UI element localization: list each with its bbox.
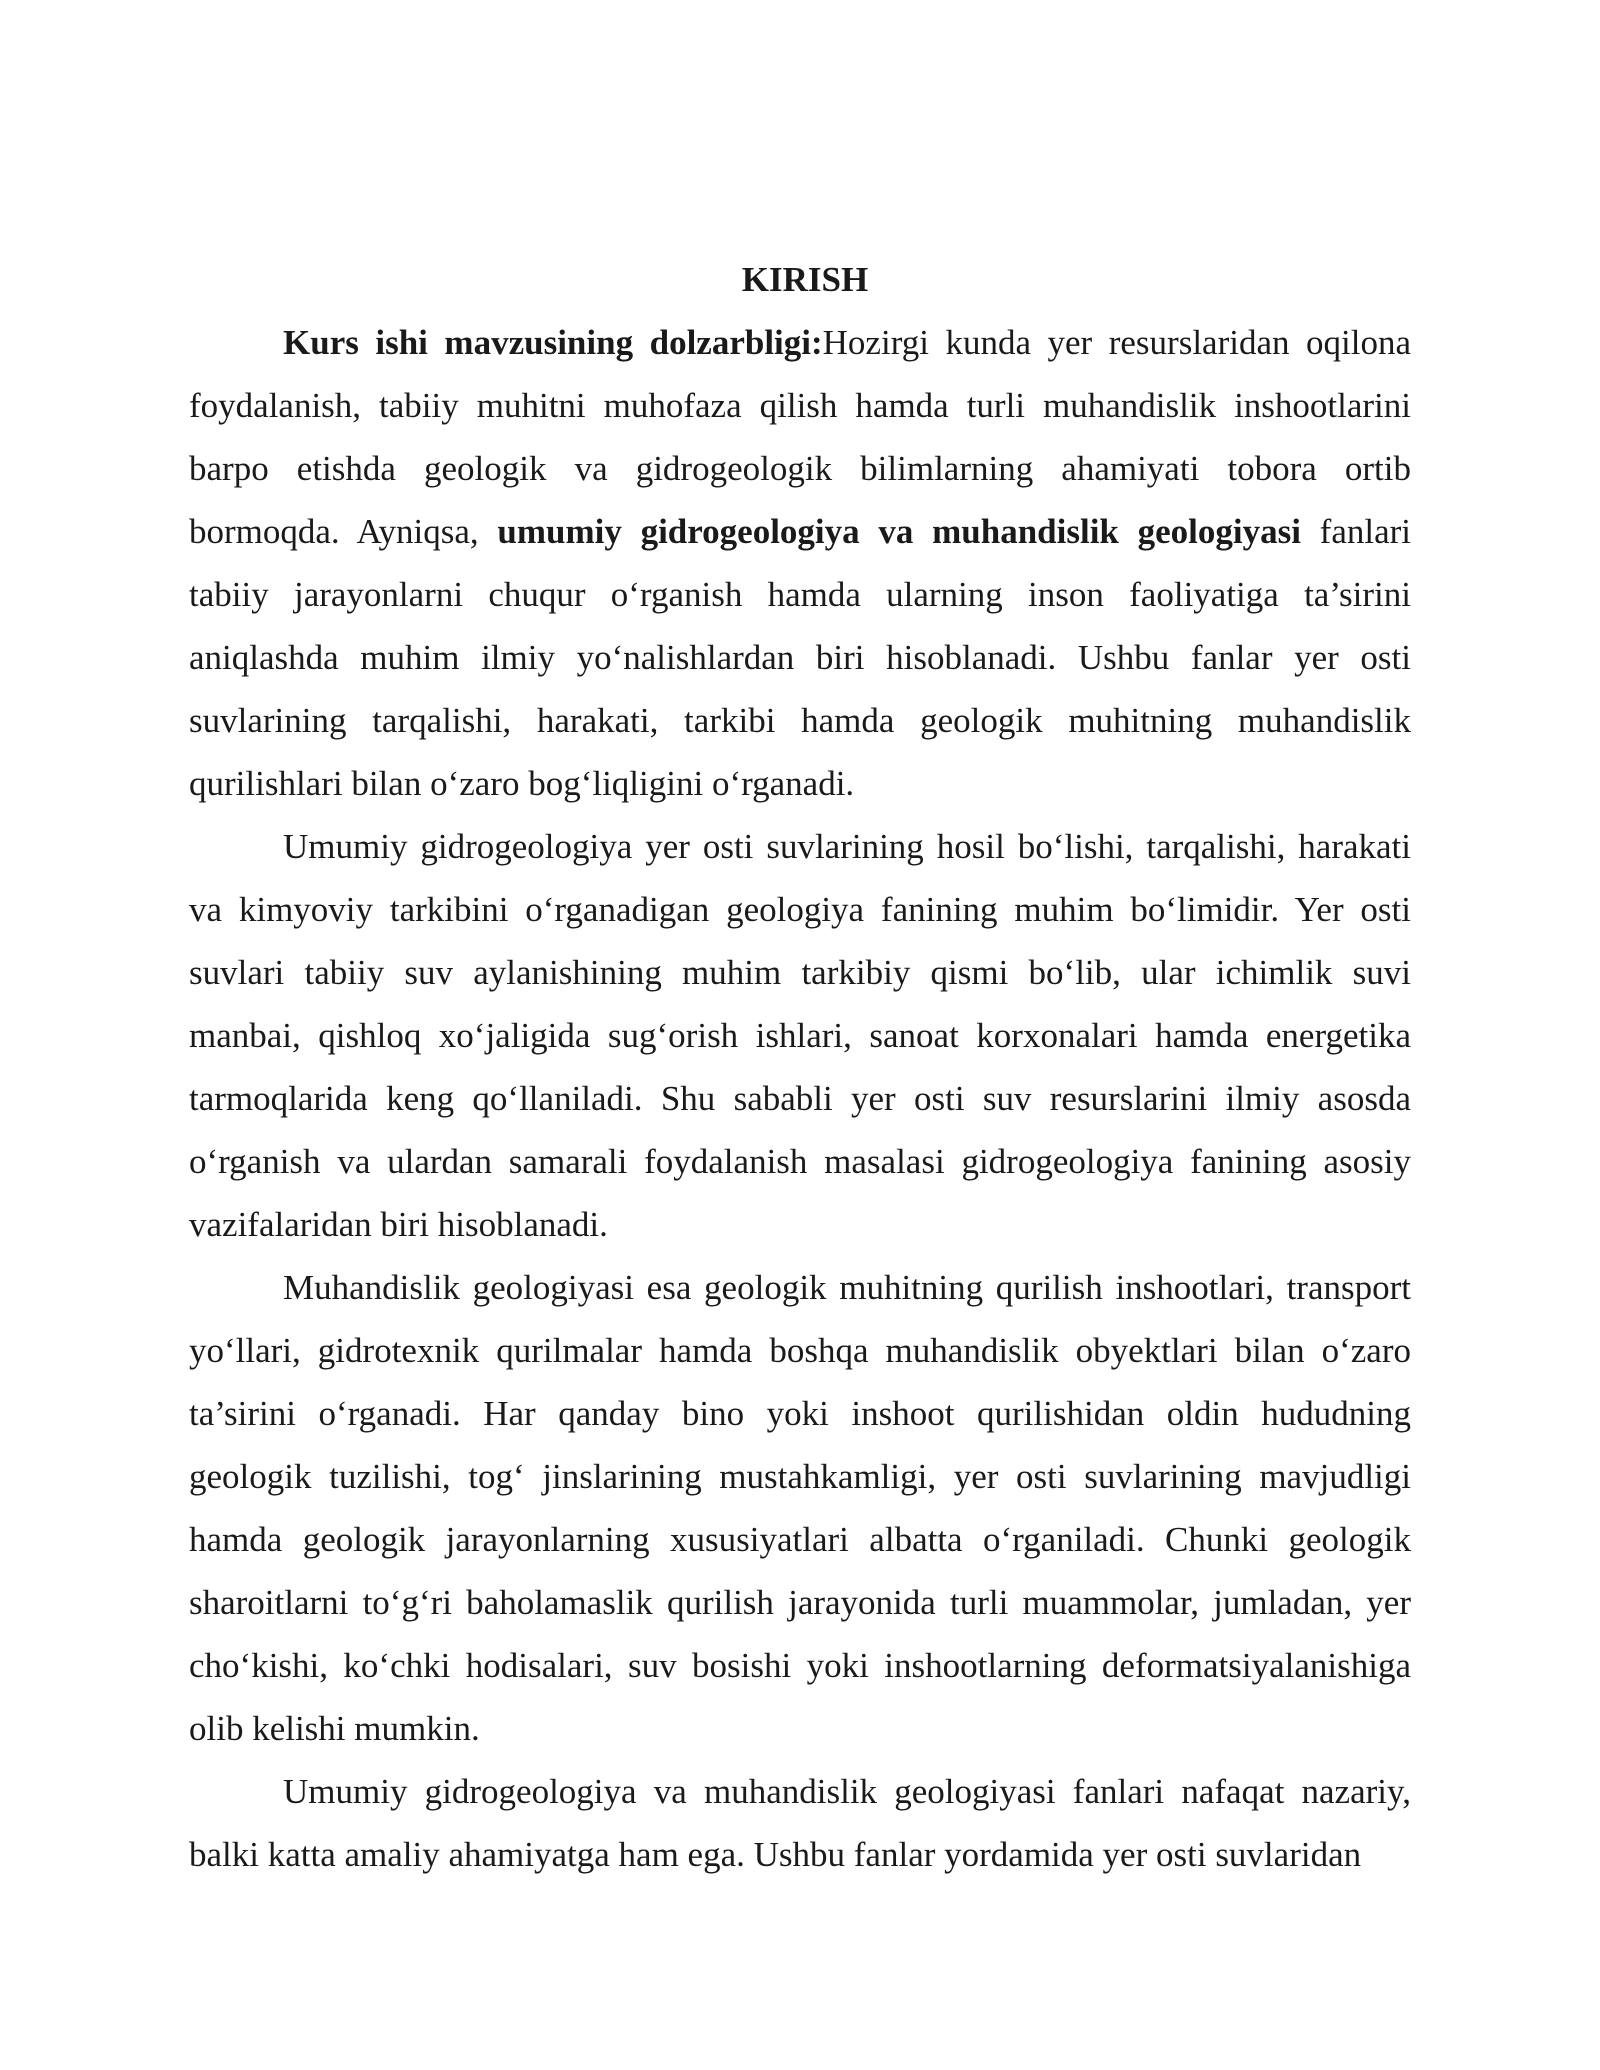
paragraph-engineering-geology: Muhandislik geologiyasi esa geologik muhitning qurilish inshootlari, transport yo‘llari, gidrotexnik qurilmalar hamda boshqa muhandislik obyektlari bilan o‘zaro ta’sirini o‘rganadi. Har qanday bino yoki inshoot qurilishidan oldin hududning geologik tuzilishi, tog‘ jinslarining mustahkamligi, yer osti suvlarining mavjudligi hamda geologik jarayonlarning xususiyatlari albatta o‘rganiladi. Chunki geologik sharoitlarni to‘g‘ri baholamaslik qurilish jarayonida turli muammolar, jumladan, yer cho‘kishi, ko‘chki hodisalari, suv bosishi yoki inshootlarning deformatsiyalanishiga olib kelishi mumkin.	[189, 1268, 1411, 1748]
paragraph-practical-importance: Umumiy gidrogeologiya va muhandislik geologiyasi fanlari nafaqat nazariy, balki katta amaliy ahamiyatga ham ega. Ushbu fanlar yordamida yer osti suvlaridan	[189, 1772, 1411, 1874]
relevance-text-after: fanlari tabiiy jarayonlarni chuqur o‘rganish hamda ularning inson faoliyatiga ta’sirini aniqlashda muhim ilmiy yo‘nalishlardan biri hisoblanadi. Ushbu fanlar yer osti suvlarining tarqalishi, harakati, tarkibi hamda geologik muhitning muhandislik qurilishlari bilan o‘zaro bog‘liqligini o‘rganadi.	[189, 512, 1411, 803]
document-body	[189, 248, 1411, 1886]
paragraph-hydrogeology: Umumiy gidrogeologiya yer osti suvlarining hosil bo‘lishi, tarqalishi, harakati va kimyoviy tarkibini o‘rganadigan geologiya fanining muhim bo‘limidir. Yer osti suvlari tabiiy suv aylanishining muhim tarkibiy qismi bo‘lib, ular ichimlik suvi manbai, qishloq xo‘jaligida sug‘orish ishlari, sanoat korxonalari hamda energetika tarmoqlarida keng qo‘llaniladi. Shu sababli yer osti suv resurslarini ilmiy asosda o‘rganish va ulardan samarali foydalanish masalasi gidrogeologiya fanining asosiy vazifalaridan biri hisoblanadi.	[189, 827, 1411, 1244]
paragraph-relevance	[189, 311, 1411, 815]
relevance-lead: Kurs ishi mavzusining dolzarbligi:	[283, 323, 823, 362]
page-title: KIRISH	[741, 260, 869, 299]
relevance-text-before: Hozirgi kunda yer resurslaridan oqilona foydalanish, tabiiy muhitni muhofaza qilish hamda turli muhandislik inshootlarini barpo etishda geologik va gidrogeologik bilimlarning ahamiyati tobora ortib bormoqda. Ayniqsa,	[189, 323, 1411, 551]
relevance-inline-bold: umumiy gidrogeologiya va muhandislik geologiyasi	[497, 512, 1301, 551]
